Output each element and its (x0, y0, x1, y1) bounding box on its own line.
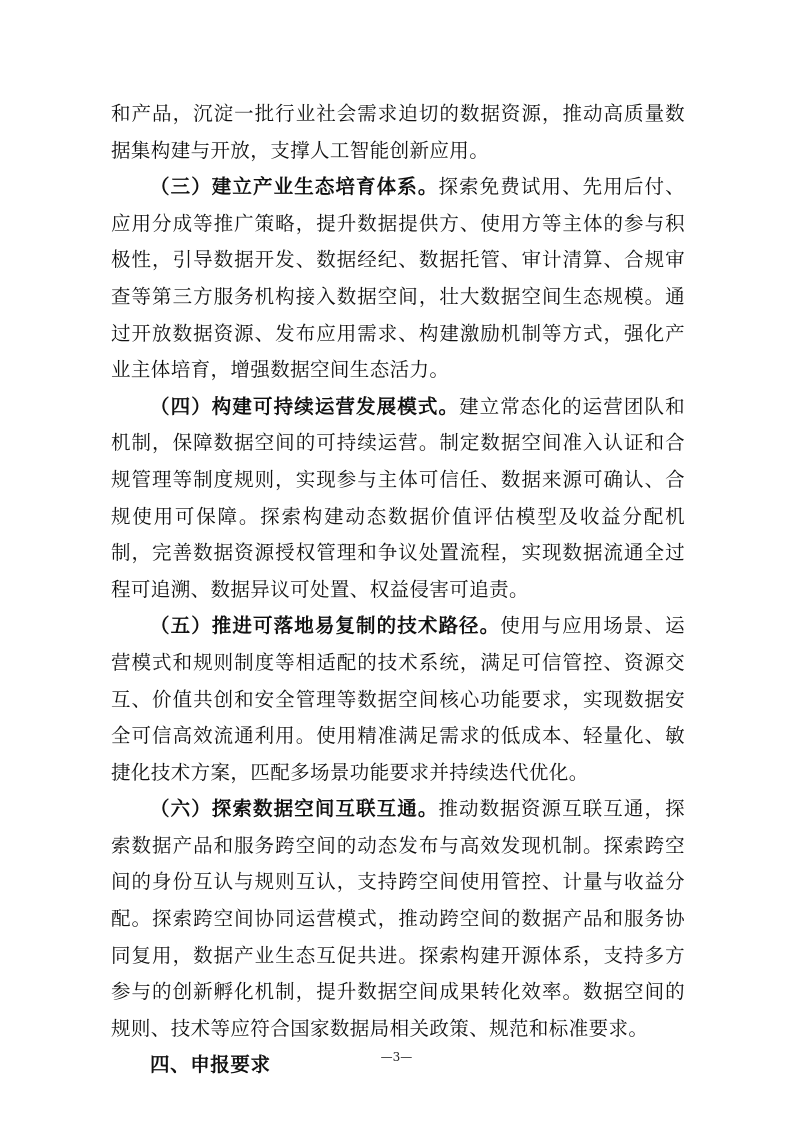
section-heading: 四、申报要求 (150, 1053, 271, 1077)
paragraph-lead: （三）建立产业生态培育体系。 (150, 175, 439, 199)
document-body (111, 96, 685, 1084)
paragraph-interconnection (111, 791, 685, 1047)
page-number: —3— (380, 1050, 413, 1064)
paragraph-text: 探索免费试用、先用后付、应用分成等推广策略，提升数据提供方、使用方等主体的参与积极性，引导数据开发、数据经纪、数据托管、审计清算、合规审查等第三方服务机构接入数据空间，壮大数据空间生态规模。通过开放数据资源、发布应用需求、构建激励机制等方式，强化产业主体培育，增强数据空间生态活力。 (111, 175, 685, 382)
paragraph-text: 和产品，沉淀一批行业社会需求迫切的数据资源，推动高质量数据集构建与开放，支撑人工智能创新应用。 (111, 102, 685, 162)
paragraph-text: 使用与应用场景、运营模式和规则制度等相适配的技术系统，满足可信管控、资源交互、价值共创和安全管理等数据空间核心功能要求，实现数据安全可信高效流通利用。使用精准满足需求的低成本、轻量化、敏捷化技术方案，匹配多场景功能要求并持续迭代优化。 (111, 614, 685, 784)
paragraph-lead: （四）构建可持续运营发展模式。 (150, 394, 460, 418)
paragraph-continuation (111, 96, 685, 169)
paragraph-technology (111, 608, 685, 791)
paragraph-text: 推动数据资源互联互通，探索数据产品和服务跨空间的动态发布与高效发现机制。探索跨空间的身份互认与规则互认，支持跨空间使用管控、计量与收益分配。探索跨空间协同运营模式，推动跨空间的数据产品和服务协同复用，数据产业生态互促共进。探索构建开源体系，支持多方参与的创新孵化机制，提升数据空间成果转化效率。数据空间的规则、技术等应符合国家数据局相关政策、规范和标准要求。 (111, 797, 685, 1040)
paragraph-text: 建立常态化的运营团队和机制，保障数据空间的可持续运营。制定数据空间准入认证和合规管理等制度规则，实现参与主体可信任、数据来源可确认、合规使用可保障。探索构建动态数据价值评估模型及收益分配机制，完善数据资源授权管理和争议处置流程，实现数据流通全过程可追溯、数据异议可处置、权益侵害可追责。 (111, 394, 685, 601)
paragraph-lead: （六）探索数据空间互联互通。 (150, 797, 439, 821)
paragraph-operations (111, 389, 685, 609)
paragraph-ecosystem (111, 169, 685, 389)
paragraph-lead: （五）推进可落地易复制的技术路径。 (150, 614, 501, 638)
